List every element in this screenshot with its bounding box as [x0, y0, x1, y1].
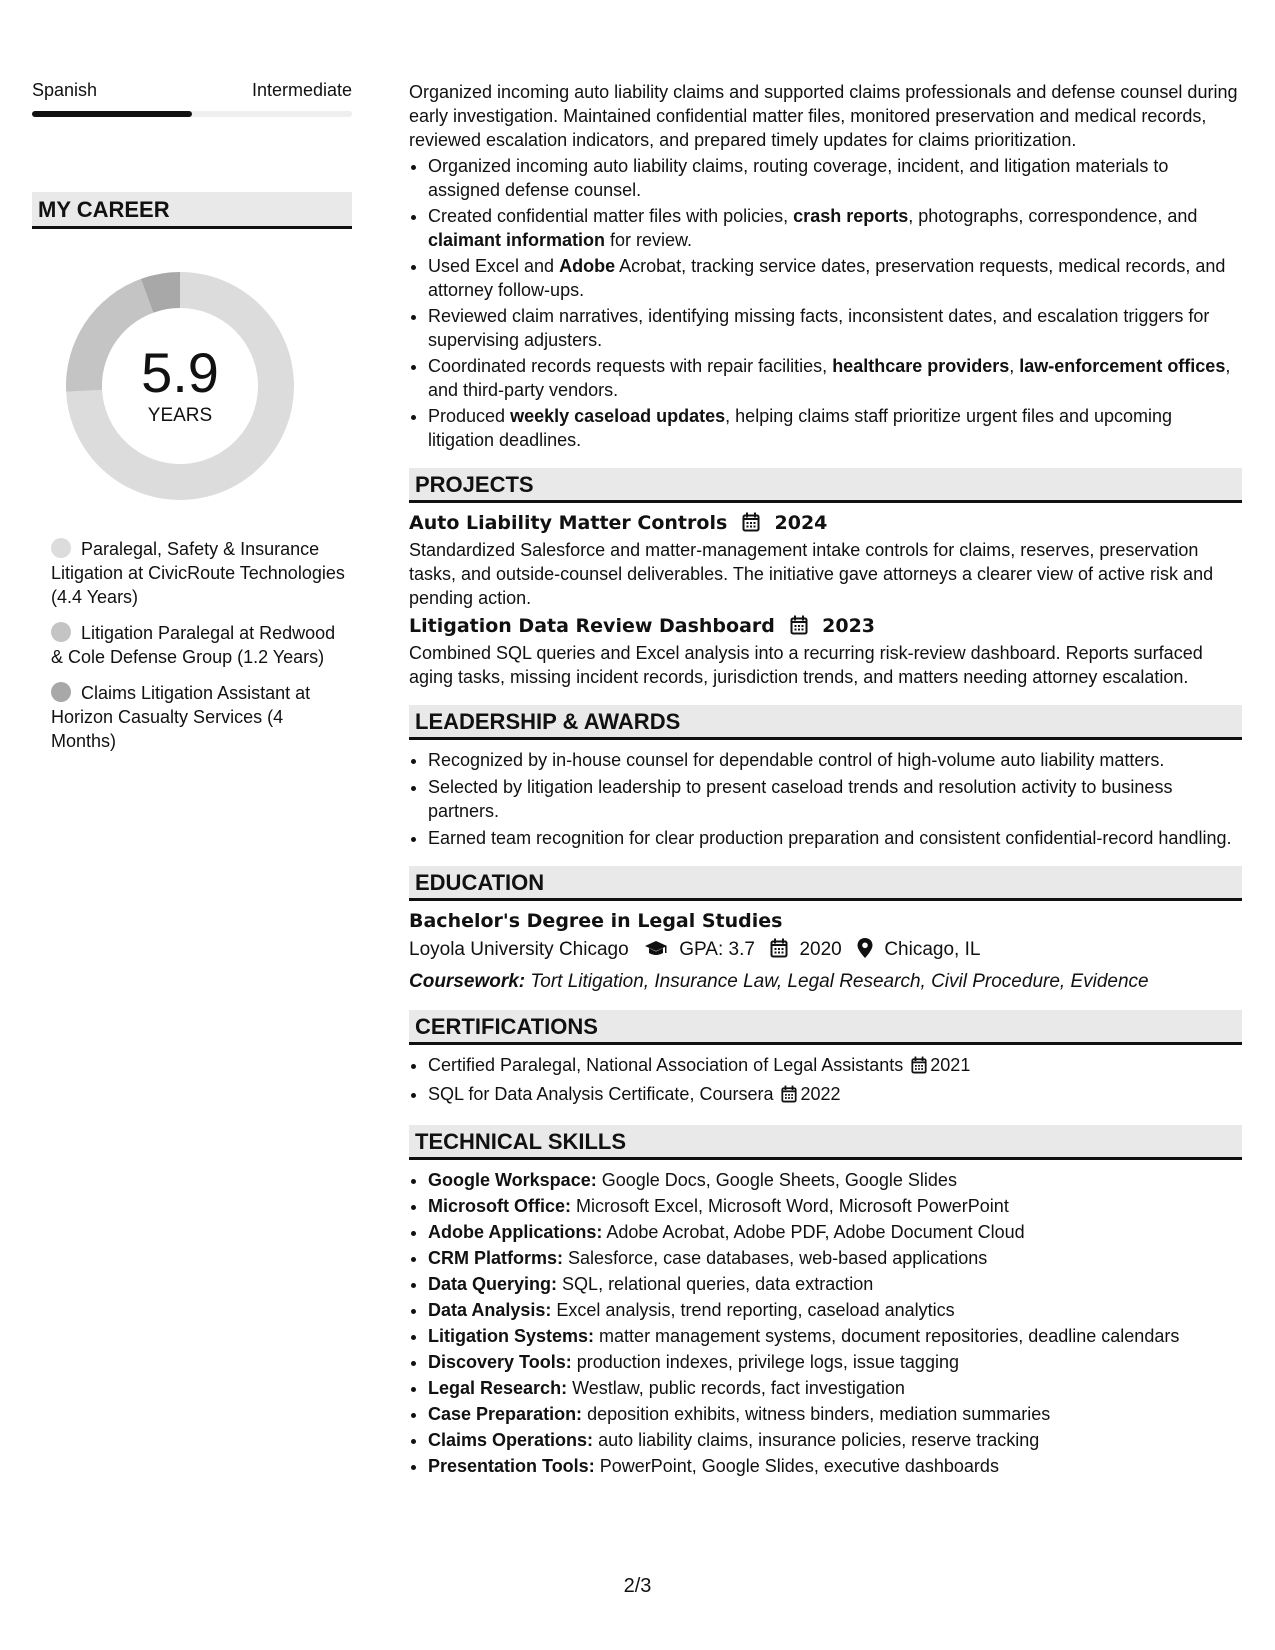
skill-category: Litigation Systems: — [428, 1326, 595, 1346]
bullet-text: Organized incoming auto liability claims, routing coverage, incident, and litigation materials to assigned defense counsel. — [428, 156, 1169, 200]
skill-item — [428, 1194, 1242, 1218]
coursework-list: Tort Litigation, Insurance Law, Legal Research, Civil Procedure, Evidence — [530, 971, 1149, 992]
career-total-years: 5.9 — [141, 341, 219, 404]
skill-category: Presentation Tools: — [428, 1456, 595, 1476]
skill-category: Claims Operations: — [428, 1430, 594, 1450]
skill-values: deposition exhibits, witness binders, mediation summaries — [587, 1404, 1051, 1424]
skill-category: Discovery Tools: — [428, 1352, 572, 1372]
language-proficiency-bar — [32, 111, 352, 117]
career-item — [51, 681, 352, 753]
career-list — [32, 537, 352, 753]
certification-name: SQL for Data Analysis Certificate, Coursera — [428, 1084, 774, 1104]
skill-values: auto liability claims, insurance policies, reserve tracking — [598, 1430, 1040, 1450]
legend-dot-icon — [51, 622, 71, 642]
bullet-emphasis: claimant information — [428, 230, 606, 250]
project-title: Auto Liability Matter Controls — [409, 512, 728, 534]
bullet-text: Reviewed claim narratives, identifying missing facts, inconsistent dates, and escalation triggers for supervising adjusters. — [428, 306, 1210, 350]
coursework — [409, 970, 1242, 994]
graduation-cap-icon — [644, 940, 668, 965]
project-title-row — [409, 614, 1242, 641]
legend-dot-icon — [51, 538, 71, 558]
leadership-heading: LEADERSHIP & AWARDS — [409, 705, 1242, 740]
skill-category: Data Analysis: — [428, 1300, 552, 1320]
gpa: GPA: 3.7 — [679, 939, 755, 960]
bullet-text: , photographs, correspondence, and — [908, 206, 1198, 226]
project-year: 2023 — [822, 615, 876, 637]
leadership-item: • Selected by litigation leadership to present caseload trends and resolution activity to business partners. — [428, 775, 1242, 823]
skill-values: matter management systems, document repositories, deadline calendars — [599, 1326, 1180, 1346]
leadership-item: • Earned team recognition for clear production preparation and consistent confidential-record handling. — [428, 826, 1242, 850]
career-item — [51, 621, 352, 669]
calendar-icon — [742, 512, 760, 538]
experience-summary: Organized incoming auto liability claims and supported claims professionals and defense counsel during early investigation. Maintained confidential matter files, monitored preservation and medical records, reviewed escalation indicators, and prepared timely updates for claims prioritization. — [409, 82, 1238, 150]
language-level: Intermediate — [251, 80, 352, 100]
experience-bullet — [428, 304, 1242, 352]
skill-item — [428, 1454, 1242, 1478]
projects-heading: PROJECTS — [409, 468, 1242, 503]
skill-values: Adobe Acrobat, Adobe PDF, Adobe Document Cloud — [606, 1222, 1025, 1242]
certification-year: 2022 — [800, 1084, 841, 1104]
skill-item — [428, 1298, 1242, 1322]
skill-category: Data Querying: — [428, 1274, 558, 1294]
school-location: Chicago, IL — [884, 939, 981, 960]
skills-heading: TECHNICAL SKILLS — [409, 1125, 1242, 1160]
graduation-year: 2020 — [799, 939, 842, 960]
bullet-text: Used Excel and — [428, 256, 560, 276]
right-column — [409, 80, 1242, 1480]
career-years-unit: YEARS — [147, 405, 213, 426]
calendar-icon — [781, 1085, 797, 1109]
certification-name: Certified Paralegal, National Association of Legal Assistants — [428, 1055, 904, 1075]
calendar-icon — [911, 1056, 927, 1080]
legend-dot-icon — [51, 682, 71, 702]
donut-center — [65, 271, 295, 501]
skill-values: PowerPoint, Google Slides, executive dashboards — [599, 1456, 999, 1476]
career-item-text: Claims Litigation Assistant at Horizon Casualty Services (4 Months) — [51, 683, 311, 751]
experience-bullets — [409, 154, 1242, 452]
bullet-text: Created confidential matter files with policies, — [428, 206, 794, 226]
bullet-emphasis: crash reports — [793, 206, 909, 226]
bullet-emphasis: weekly caseload updates — [510, 406, 726, 426]
skill-item — [428, 1428, 1242, 1452]
skill-values: Westlaw, public records, fact investigation — [572, 1378, 905, 1398]
project-description: Standardized Salesforce and matter-management intake controls for claims, reserves, preservation tasks, and outside-counsel deliverables. The initiative gave attorneys a clearer view of active risk and pending action. — [409, 540, 1214, 608]
experience-bullet — [428, 254, 1242, 302]
education-heading: EDUCATION — [409, 866, 1242, 901]
language-row — [32, 80, 352, 101]
skill-category: Case Preparation: — [428, 1404, 583, 1424]
bullet-emphasis: healthcare providers — [832, 356, 1010, 376]
career-item-text: Paralegal, Safety & Insurance Litigation at CivicRoute Technologies (4.4 Years) — [51, 539, 345, 607]
career-item — [51, 537, 352, 609]
skill-item — [428, 1168, 1242, 1192]
bullet-text: for review. — [605, 230, 693, 250]
project-year: 2024 — [774, 512, 828, 534]
certifications-heading: CERTIFICATIONS — [409, 1010, 1242, 1045]
skill-category: Google Workspace: — [428, 1170, 597, 1190]
bullet-text: Produced — [428, 406, 511, 426]
coursework-label: Coursework: — [409, 971, 526, 992]
skill-item — [428, 1246, 1242, 1270]
skill-item — [428, 1350, 1242, 1374]
experience-bullet — [428, 404, 1242, 452]
certifications-list — [409, 1053, 1242, 1109]
experience-bullet — [428, 354, 1242, 402]
skill-values: Microsoft Excel, Microsoft Word, Microsoft PowerPoint — [576, 1196, 1009, 1216]
bullet-text: , and third-party vendors. — [428, 356, 1231, 400]
skill-values: Salesforce, case databases, web-based applications — [568, 1248, 988, 1268]
project-description: Combined SQL queries and Excel analysis into a recurring risk-review dashboard. Reports surfaced aging tasks, missing incident records, jurisdiction trends, and matters needing attorney escalation. — [409, 643, 1203, 687]
skill-category: Adobe Applications: — [428, 1222, 603, 1242]
certification-year: 2021 — [930, 1055, 971, 1075]
bullet-text: Acrobat, tracking service dates, preservation requests, medical records, and attorney follow-ups. — [428, 256, 1226, 300]
bullet-emphasis: Adobe — [559, 256, 616, 276]
leadership-list — [409, 748, 1242, 850]
language-name: Spanish — [32, 80, 98, 100]
skill-item — [428, 1376, 1242, 1400]
certification-item — [428, 1082, 1242, 1109]
skill-values: Google Docs, Google Sheets, Google Slides — [601, 1170, 957, 1190]
location-pin-icon — [857, 938, 873, 965]
career-donut — [65, 271, 295, 501]
bullet-text: , helping claims staff prioritize urgent files and upcoming litigation deadlines. — [428, 406, 1173, 450]
skill-item — [428, 1402, 1242, 1426]
skill-values: SQL, relational queries, data extraction — [562, 1274, 874, 1294]
experience-bullet — [428, 204, 1242, 252]
skill-values: Excel analysis, trend reporting, caseload analytics — [556, 1300, 955, 1320]
skill-item — [428, 1272, 1242, 1296]
leadership-item: • Recognized by in-house counsel for dependable control of high-volume auto liability matters. — [428, 748, 1242, 772]
experience-bullet — [428, 154, 1242, 202]
skill-category: Legal Research: — [428, 1378, 568, 1398]
skill-category: Microsoft Office: — [428, 1196, 572, 1216]
career-heading: MY CAREER — [32, 192, 352, 229]
certification-item — [428, 1053, 1242, 1080]
skill-item — [428, 1220, 1242, 1244]
bullet-emphasis: law-enforcement offices — [1019, 356, 1226, 376]
project-title: Litigation Data Review Dashboard — [409, 615, 775, 637]
school-name: Loyola University Chicago — [409, 939, 629, 960]
left-column — [32, 80, 352, 765]
skill-values: production indexes, privilege logs, issue tagging — [576, 1352, 959, 1372]
bullet-text: , — [1009, 356, 1020, 376]
language-proficiency-fill — [32, 111, 192, 117]
skill-item — [428, 1324, 1242, 1348]
skills-list — [409, 1168, 1242, 1478]
calendar-icon — [790, 615, 808, 641]
project-title-row — [409, 511, 1242, 538]
calendar-icon — [770, 938, 788, 965]
page-number: 2/3 — [623, 1575, 652, 1597]
degree-title: Bachelor's Degree in Legal Studies — [409, 910, 783, 932]
skill-category: CRM Platforms: — [428, 1248, 564, 1268]
career-item-text: Litigation Paralegal at Redwood & Cole Defense Group (1.2 Years) — [51, 623, 336, 667]
education-details — [409, 938, 1242, 965]
bullet-text: Coordinated records requests with repair facilities, — [428, 356, 833, 376]
